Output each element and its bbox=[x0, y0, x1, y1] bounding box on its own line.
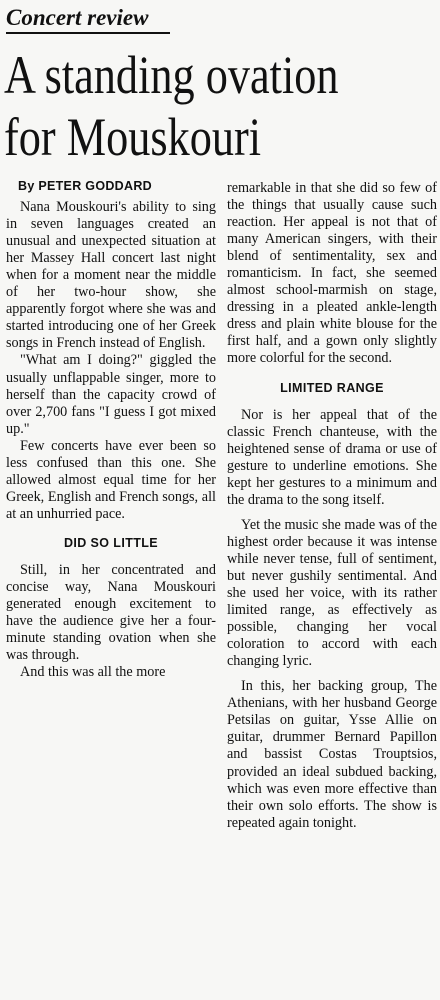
headline-line-2: for Mouskouri bbox=[4, 107, 262, 167]
paragraph: Nor is her appeal that of the classic French chanteuse, with the heightened sense of drama or use of gesture to underline emotions. She kept her gestures to a minimum and the drama to the song itself. bbox=[227, 406, 437, 508]
paragraph: In this, her backing group, The Athenians, with her husband George Petsilas on guitar, Ysse Allie on guitar, drummer Bernard Papillon and bassist Costas Trouptsios, provided an ideal subdued backing, which was even more effective than their own solo efforts. The show is repeated again tonight. bbox=[227, 678, 437, 831]
section-kicker: Concert review bbox=[6, 4, 170, 34]
paragraph: Yet the music she made was of the highest order because it was intense while never tense, full of sentiment, but never gushily sentimental. And she used her voice, with its rather limited range, as effectively as possible, changing her vocal coloration to accord with each changing lyric. bbox=[227, 516, 437, 670]
subheading-did-so-little: DID SO LITTLE bbox=[63, 535, 159, 550]
paragraph: remarkable in that she did so few of the things that usually cause such reaction. Her appeal is not that of many American singers, with their blend of sentimentality, sex and romanticism. In fact, she seemed almost school-marmish on stage, dressing in a pleated ankle-length dress and plain white blouse for the first half, and a gown only slightly more colorful for the second. bbox=[227, 180, 437, 367]
paragraph: Still, in her concentrated and concise way, Nana Mouskouri generated enough excitement to have the audience give her a four-minute standing ovation when she was through. bbox=[6, 561, 216, 664]
headline bbox=[4, 44, 358, 168]
paragraph: "What am I doing?" giggled the usually unflappable singer, more to herself than the capacity crowd of over 2,700 fans "I guess I got mixed up." bbox=[6, 352, 216, 437]
article-column-right bbox=[227, 180, 437, 832]
paragraph: And this was all the more bbox=[20, 664, 166, 681]
headline-line-1: A standing ovation bbox=[4, 45, 339, 105]
paragraph: Nana Mouskouri's ability to sing in seven languages created an unusual and unexpected situation at her Massey Hall concert last night when for a moment near the middle of her two-hour show, she apparently forgot where she was and started introducing one of her Greek songs in French instead of English. bbox=[6, 199, 216, 352]
subheading-limited-range: LIMITED RANGE bbox=[280, 380, 384, 395]
byline: By PETER GODDARD bbox=[18, 179, 152, 193]
article-column-left bbox=[6, 178, 216, 681]
paragraph: Few concerts have ever been so less confused than this one. She allowed almost equal time for her Greek, English and French songs, all at an unhurried pace. bbox=[6, 437, 216, 522]
